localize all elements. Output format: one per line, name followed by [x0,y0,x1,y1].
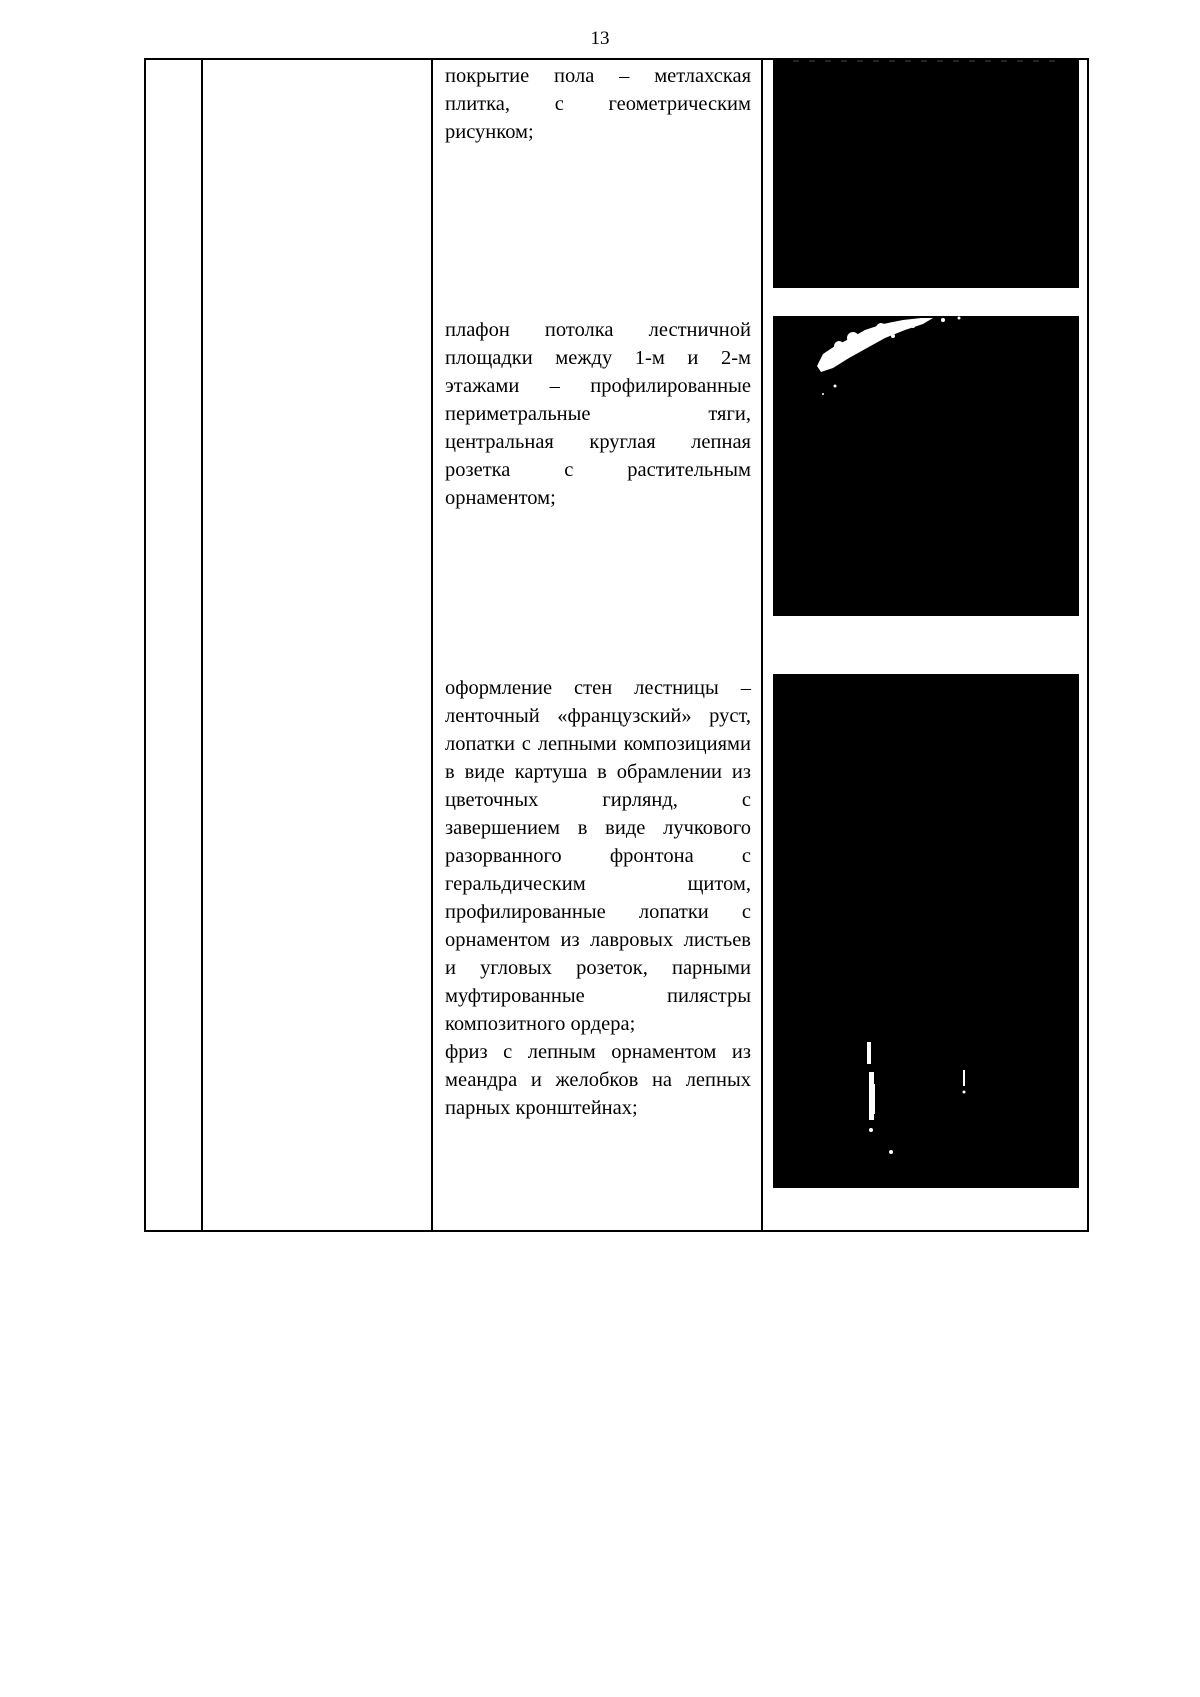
page-number: 13 [590,28,610,49]
description-paragraph: оформление стен лестницы – ленточный «французский» руст, лопатки с лепными композициями в виде картуша в обрамлении из цветочных гирлянд, с завершением в виде лучкового разорванного фронтона с геральдическим щитом, профилированные лопатки с орнаментом из лавровых листьев и угловых розеток, парными муфтированные пилястры композитного ордера; [445,677,751,1035]
document-table [144,58,1089,1232]
staircase-walls-photo [773,674,1079,1188]
ceiling-photo [773,316,1079,616]
staircase-walls-photo-image [773,674,1079,1188]
column-divider [201,60,203,1230]
floor-photo-image [773,60,1079,288]
floor-photo [773,60,1079,288]
description-paragraph: покрытие пола – метлахская плитка, с геометрическим рисунком; [445,65,751,143]
floor-description [445,62,751,146]
ceiling-description [445,316,751,512]
ceiling-photo-image [773,316,1079,616]
description-paragraph: плафон потолка лестничной площадки между 1-м и 2-м этажами – профилированные периметральные тяги, центральная круглая лепная розетка с растительным орнаментом; [445,319,751,509]
column-divider [761,60,763,1230]
column-divider [431,60,433,1230]
staircase-walls-description [445,674,751,1122]
description-paragraph: фриз с лепным орнаментом из меандра и желобков на лепных парных кронштейнах; [445,1041,751,1119]
